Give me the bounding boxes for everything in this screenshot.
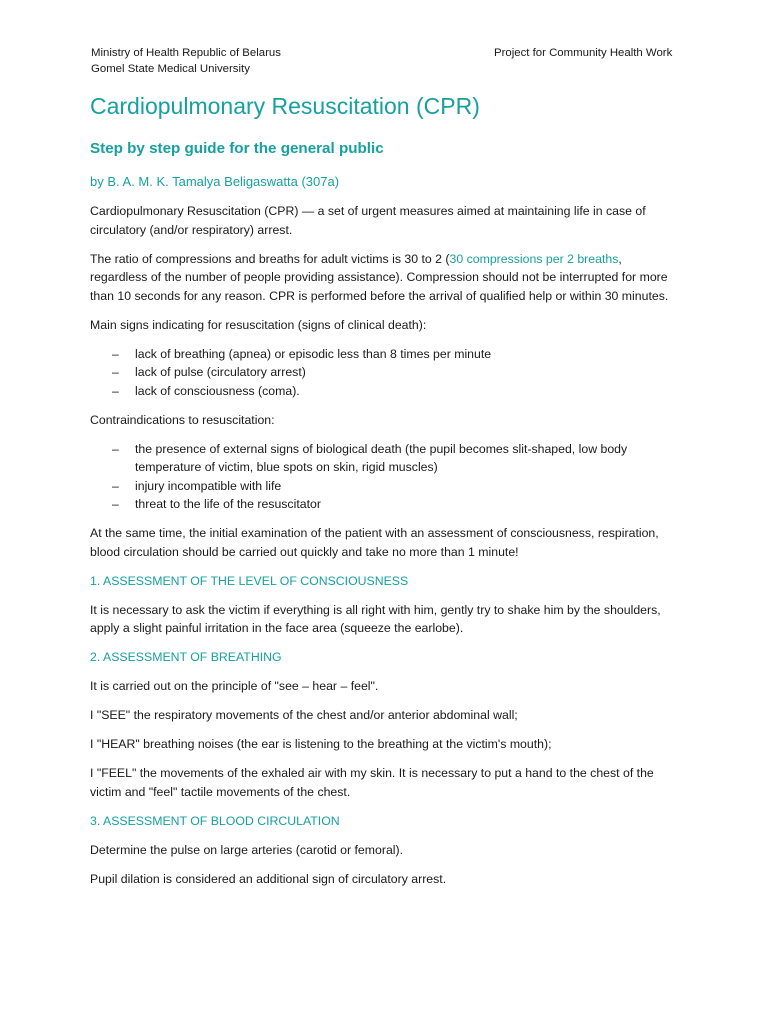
contra-heading: Contraindications to resuscitation: bbox=[90, 412, 275, 427]
ratio-text-after: , regardless of the number of people providing assistance). Compression should not be interrupted for more than 10 seconds for any reason. CPR is performed before the arrival of qualified help or within 30 minutes. bbox=[90, 251, 669, 303]
signs-heading: Main signs indicating for resuscitation (signs of clinical death): bbox=[90, 317, 427, 332]
header-university: Gomel State Medical University bbox=[91, 63, 250, 75]
header-ministry: Ministry of Health Republic of Belarus bbox=[91, 47, 281, 59]
dash-bullet: – bbox=[112, 383, 119, 398]
dash-bullet: – bbox=[112, 365, 119, 379]
page-title: Cardiopulmonary Resuscitation (CPR) bbox=[90, 93, 480, 119]
ratio-text-before: The ratio of compressions and breaths for adult victims is 30 to 2 ( bbox=[90, 251, 450, 266]
header-institution bbox=[91, 45, 281, 77]
breathing-feel: I "FEEL" the movements of the exhaled air with my skin. It is necessary to put a hand to the chest of the victim and "feel" tactile movements of the chest. bbox=[90, 766, 654, 799]
list-item: – lack of breathing (apnea) or episodic less than 8 times per minute bbox=[90, 345, 680, 364]
header-project: Project for Community Health Work bbox=[494, 47, 673, 59]
ratio-highlight: 30 compressions per 2 breaths bbox=[449, 251, 619, 266]
breathing-hear: I "HEAR" breathing noises (the ear is listening to the breathing at the victim's mouth); bbox=[90, 737, 552, 751]
dash-bullet: – bbox=[112, 346, 119, 361]
list-item: – threat to the life of the resuscitator bbox=[90, 495, 680, 514]
intro-paragraph: Cardiopulmonary Resuscitation (CPR) — a set of urgent measures aimed at maintaining life in case of circulatory (and/or respiratory) arrest. bbox=[90, 204, 646, 237]
circulation-pulse: Determine the pulse on large arteries (carotid or femoral). bbox=[90, 842, 404, 857]
dash-bullet: – bbox=[112, 497, 119, 511]
section-heading-breathing: 2. ASSESSMENT OF BREATHING bbox=[90, 650, 282, 664]
dash-bullet: – bbox=[112, 478, 119, 493]
list-item: – lack of consciousness (coma). bbox=[90, 382, 680, 401]
section-heading-consciousness: 1. ASSESSMENT OF THE LEVEL OF CONSCIOUSNESS bbox=[90, 573, 409, 588]
list-item: – lack of pulse (circulatory arrest) bbox=[90, 363, 680, 382]
document-body bbox=[90, 202, 680, 899]
signs-list bbox=[90, 345, 680, 401]
breathing-see: I "SEE" the respiratory movements of the chest and/or anterior abdominal wall; bbox=[90, 708, 518, 722]
list-item: – injury incompatible with life bbox=[90, 477, 680, 496]
page-subtitle: Step by step guide for the general public bbox=[90, 140, 384, 157]
dash-bullet: – bbox=[112, 441, 119, 456]
section-heading-circulation: 3. ASSESSMENT OF BLOOD CIRCULATION bbox=[90, 813, 340, 828]
ratio-paragraph bbox=[90, 250, 680, 306]
circulation-pupil: Pupil dilation is considered an additional sign of circulatory arrest. bbox=[90, 871, 447, 886]
exam-paragraph: At the same time, the initial examination of the patient with an assessment of consciousness, respiration, blood circulation should be carried out quickly and take no more than 1 minute! bbox=[90, 526, 659, 559]
breathing-principle: It is carried out on the principle of "see – hear – feel". bbox=[90, 679, 379, 693]
author-line: by B. A. M. K. Tamalya Beligaswatta (307a) bbox=[90, 174, 340, 189]
contra-list bbox=[90, 440, 680, 514]
section-consciousness-text: It is necessary to ask the victim if everything is all right with him, gently try to shake him by the shoulders, apply a slight painful irritation in the face area (squeeze the earlobe). bbox=[90, 602, 661, 635]
list-item: – the presence of external signs of biological death (the pupil becomes slit-shaped, low body temperature of victim, blue spots on skin, rigid muscles) bbox=[112, 441, 628, 474]
